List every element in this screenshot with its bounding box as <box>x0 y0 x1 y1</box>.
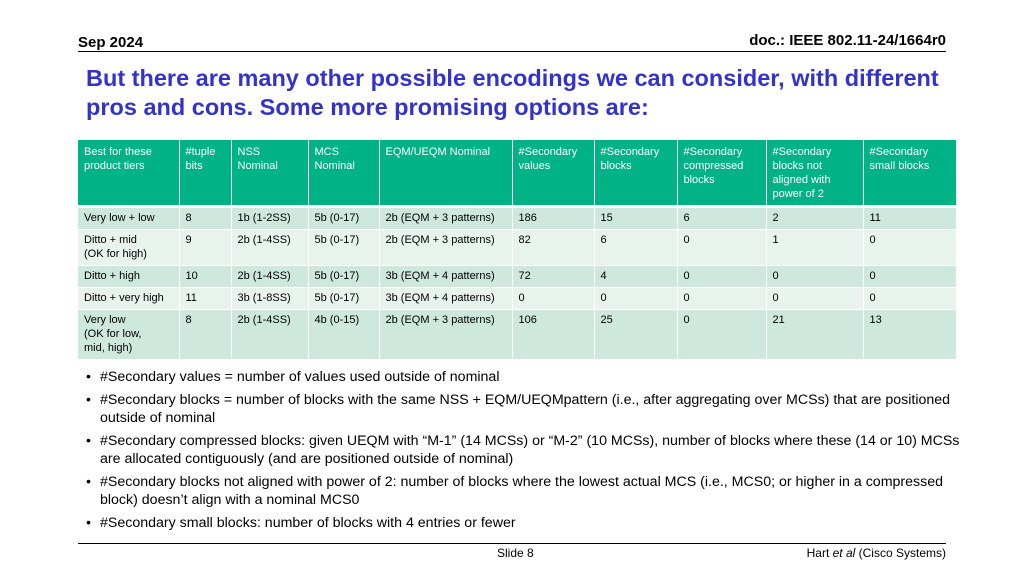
table-cell: Very low (OK for low, mid, high) <box>78 310 179 360</box>
table-cell: 0 <box>677 310 766 360</box>
table-cell: 3b (EQM + 4 patterns) <box>379 288 512 310</box>
table-cell: 2b (1-4SS) <box>231 310 308 360</box>
table-cell: 72 <box>512 266 594 288</box>
table-cell: 0 <box>594 288 677 310</box>
header-cell: #Secondary small blocks <box>863 140 956 207</box>
table-cell: 1b (1-2SS) <box>231 207 308 230</box>
table-cell: 5b (0-17) <box>308 288 379 310</box>
table-cell: 21 <box>766 310 863 360</box>
table-cell: 1 <box>766 230 863 266</box>
table-row <box>78 266 956 288</box>
table-cell: 3b (EQM + 4 patterns) <box>379 266 512 288</box>
table-cell: 2b (EQM + 3 patterns) <box>379 230 512 266</box>
list-item: • #Secondary blocks not aligned with power of 2: number of blocks where the lowest actual MCS (i.e., MCS0; or higher in a compressed block) doesn’t align with a nominal MCS0 <box>86 473 962 509</box>
table-row <box>78 207 956 230</box>
table-cell: 8 <box>179 207 231 230</box>
table-cell: 15 <box>594 207 677 230</box>
list-item: • #Secondary small blocks: number of blocks with 4 entries or fewer <box>86 514 962 532</box>
table-cell: 0 <box>677 266 766 288</box>
table-cell: 0 <box>677 230 766 266</box>
header-cell: #Secondary values <box>512 140 594 207</box>
table-cell: 0 <box>766 288 863 310</box>
table-cell: 25 <box>594 310 677 360</box>
footer-divider <box>78 543 946 544</box>
header-cell: #Secondary blocks not aligned with power of 2 <box>766 140 863 207</box>
table-cell: 0 <box>863 266 956 288</box>
table-cell: Ditto + high <box>78 266 179 288</box>
table-cell: 0 <box>863 288 956 310</box>
table-cell: 4 <box>594 266 677 288</box>
header-cell: #Secondary compressed blocks <box>677 140 766 207</box>
table-cell: 9 <box>179 230 231 266</box>
table-cell: 106 <box>512 310 594 360</box>
table-cell: 2b (EQM + 3 patterns) <box>379 310 512 360</box>
table-header-row <box>78 140 956 207</box>
table-cell: 5b (0-17) <box>308 207 379 230</box>
list-item: • #Secondary compressed blocks: given UEQM with “M-1” (14 MCSs) or “M-2” (10 MCSs), number of blocks where these (14 or 10) MCSs are allocated contiguously (and are positioned outside of nominal) <box>86 432 962 468</box>
header-cell: Best for these product tiers <box>78 140 179 207</box>
table-cell: Ditto + mid (OK for high) <box>78 230 179 266</box>
author-etal: et al <box>832 546 856 560</box>
table-cell: 4b (0-15) <box>308 310 379 360</box>
header-cell: EQM/UEQM Nominal <box>379 140 512 207</box>
table-cell: 11 <box>863 207 956 230</box>
table-cell: 2b (1-4SS) <box>231 230 308 266</box>
header-cell: #tuple bits <box>179 140 231 207</box>
encoding-options-table <box>78 140 957 360</box>
table-cell: Ditto + very high <box>78 288 179 310</box>
list-item: • #Secondary blocks = number of blocks with the same NSS + EQM/UEQMpattern (i.e., after aggregating over MCSs) that are positioned outside of nominal <box>86 391 962 427</box>
header-divider <box>78 51 946 52</box>
header-cell: MCS Nominal <box>308 140 379 207</box>
table-cell: 0 <box>863 230 956 266</box>
table-cell: 10 <box>179 266 231 288</box>
table-cell: 82 <box>512 230 594 266</box>
table-cell: Very low + low <box>78 207 179 230</box>
definitions-list <box>86 368 962 537</box>
table-row <box>78 288 956 310</box>
table-cell: 8 <box>179 310 231 360</box>
slide-number: Slide 8 <box>497 546 534 560</box>
table-cell: 3b (1-8SS) <box>231 288 308 310</box>
table-cell: 2b (EQM + 3 patterns) <box>379 207 512 230</box>
table-cell: 5b (0-17) <box>308 230 379 266</box>
table-row <box>78 310 956 360</box>
table-row <box>78 230 956 266</box>
author-name: Hart <box>806 546 833 560</box>
table-cell: 11 <box>179 288 231 310</box>
table-cell: 186 <box>512 207 594 230</box>
table-cell: 2b (1-4SS) <box>231 266 308 288</box>
header-cell: NSS Nominal <box>231 140 308 207</box>
list-item: • #Secondary values = number of values used outside of nominal <box>86 368 962 386</box>
header-doc-id: doc.: IEEE 802.11-24/1664r0 <box>749 32 946 49</box>
table-cell: 6 <box>677 207 766 230</box>
slide-title: But there are many other possible encodings we can consider, with different pros and cons. Some more promising options are: <box>86 65 939 120</box>
table-cell: 0 <box>766 266 863 288</box>
header-date: Sep 2024 <box>78 34 144 51</box>
table-cell: 13 <box>863 310 956 360</box>
footer-author <box>807 546 946 560</box>
author-org: (Cisco Systems) <box>855 546 946 560</box>
header-cell: #Secondary blocks <box>594 140 677 207</box>
table-cell: 5b (0-17) <box>308 266 379 288</box>
table-cell: 0 <box>512 288 594 310</box>
table-cell: 6 <box>594 230 677 266</box>
table-cell: 0 <box>677 288 766 310</box>
table-cell: 2 <box>766 207 863 230</box>
